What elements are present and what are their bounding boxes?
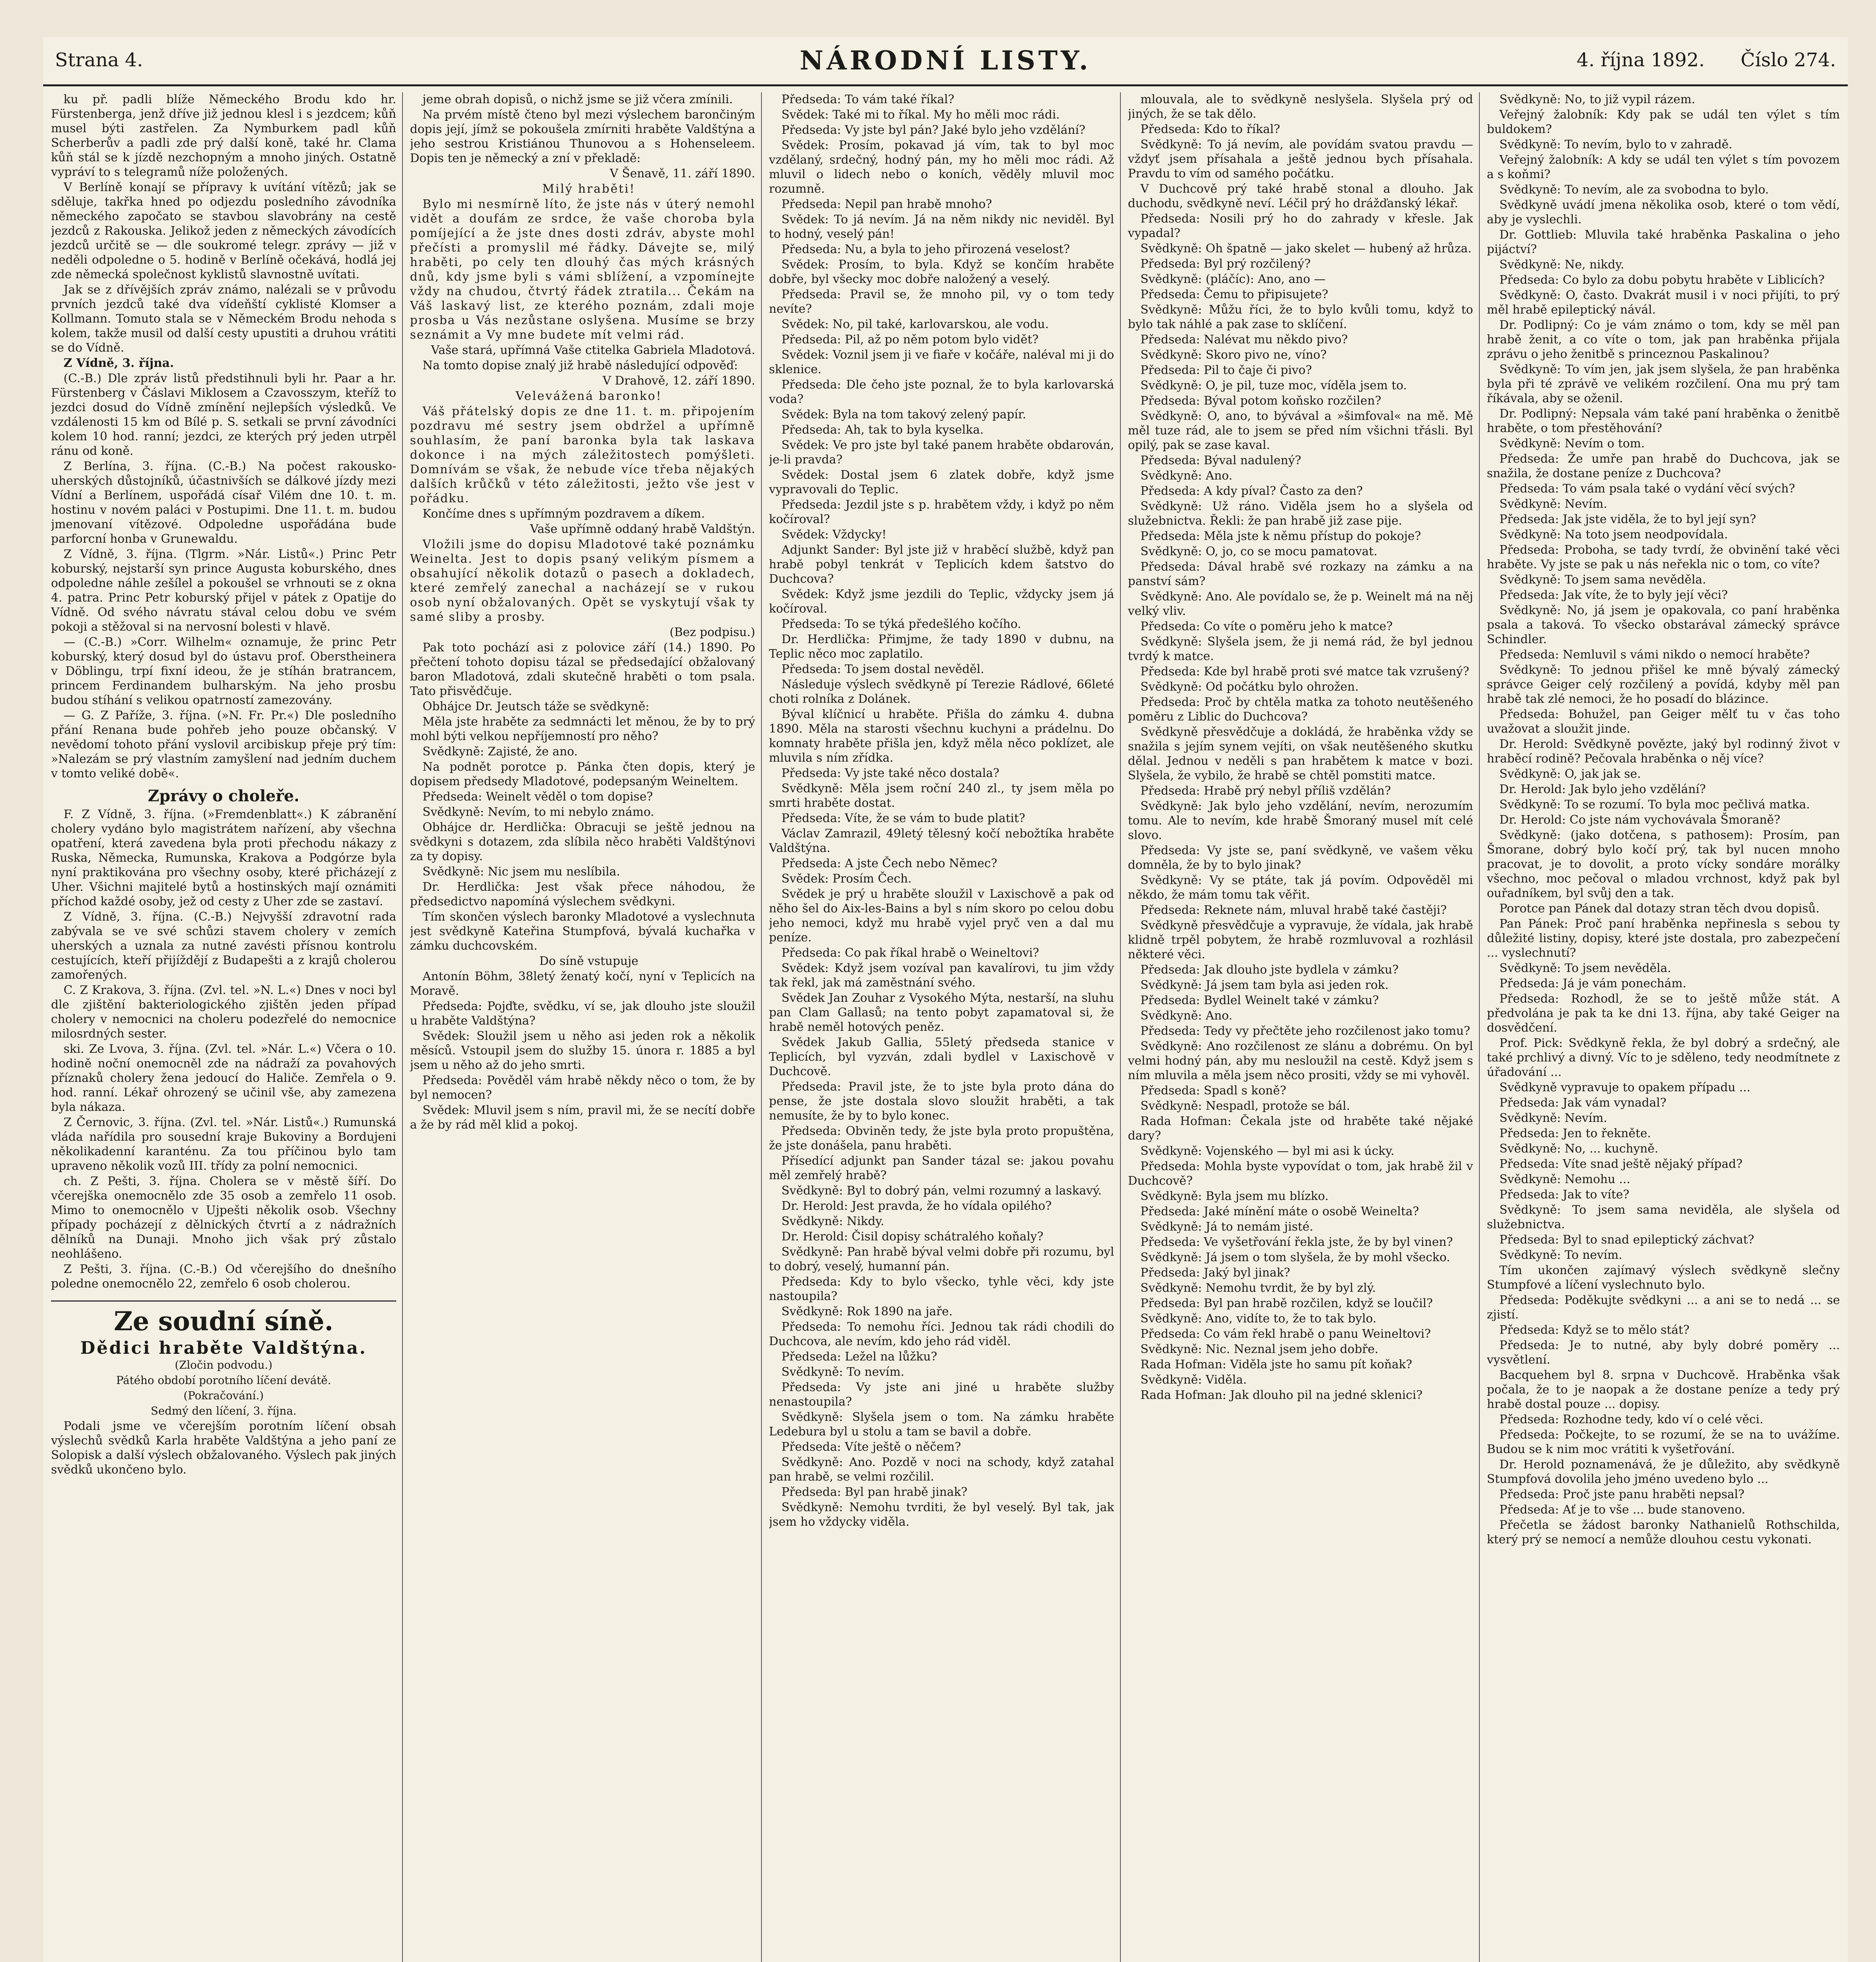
paragraph: Býval klíčnicí u hraběte. Přišla do zámku 4. dubna 1890. Měla na starosti všechnu kuchyni a prádelnu. Do komnaty hraběte přišla jen, když měla něco poklízet, ale mluvila s ním zřídka.: [769, 707, 1114, 765]
paragraph: Svědek: Vždycky!: [781, 528, 887, 542]
paragraph: Svědkyně: Nevím.: [1499, 1111, 1607, 1125]
column-2: [410, 92, 755, 1962]
paragraph: Dr. Herold: Jak bylo jeho vzdělání?: [1499, 782, 1706, 796]
paragraph: Z Berlína, 3. října. (C.-B.) Na počest rakousko-uherských důstojníků, účastnivších se dálkové jízdy mezi Vídní a Berlínem, uspořádá císař Vilém dne 10. t. m. hostinu v novém paláci v Postupimi. Dne 11. t. m. budou jmenovaní vítězové. Odpoledne uspořádána bude parforcní honba v Grunewaldu.: [51, 460, 396, 546]
paragraph: Předseda: To vám psala také o vydání věcí svých?: [1499, 482, 1795, 496]
paragraph: Svědkyně: To jsem nevěděla.: [1499, 961, 1671, 975]
paragraph: Dr. Herold poznamenává, že je důležito, aby svědkyně Stumpfová dovolila jeho jméno uvedeno bylo ...: [1487, 1458, 1840, 1486]
paragraph: Svědkyně: Vojenského — byl mi asi k úcky.: [1140, 1144, 1395, 1158]
paragraph: Svědkyně: Já to nemám jisté.: [1140, 1220, 1313, 1234]
paragraph: Předseda: Proč jste panu hraběti nepsal?: [1499, 1488, 1745, 1501]
paragraph: Předseda: Rozhodne tedy, kdo ví o celé věci.: [1499, 1413, 1763, 1426]
paragraph: Předseda: Vy jste se, paní svědkyně, ve vašem věku domněla, že by to bylo jinak?: [1128, 844, 1473, 872]
letter-dateline: V Šenavě, 11. září 1890.: [610, 167, 755, 181]
paragraph: Předseda: Jak dlouho jste bydlela v zámku?: [1140, 963, 1399, 977]
paragraph: Předseda: Poděkujte svědkyni ... a ani se to nedá ... se zjistí.: [1487, 1293, 1840, 1322]
paragraph: Tím skončen výslech baronky Mladotové a vyslechnuta jest svědkyně Kateřina Stumpfová, bývalá kuchařka v zámku duchcovském.: [410, 910, 755, 953]
paragraph: Svědkyně: Nic jsem mu neslíbila.: [423, 865, 620, 879]
letter-dateline: V Drahově, 12. září 1890.: [603, 374, 755, 388]
paragraph: Svědkyně: Nikdy.: [781, 1214, 885, 1228]
letter-body: Končíme dnes s upřímným pozdravem a díkem.: [423, 507, 705, 521]
paragraph: Předseda: Vy jste byl pán? Jaké bylo jeho vzdělání?: [781, 123, 1086, 137]
paragraph: Svědkyně: Už ráno. Viděla jsem ho a slyšela od služebnictva. Řekli: že pan hrabě již zase pije.: [1128, 500, 1473, 528]
subtitle: Pátého období porotního líčení devátě.: [116, 1374, 331, 1387]
paragraph: — G. Z Paříže, 3. října. (»N. Fr. Pr.«) Dle posledního přání Renana bude pohřeb jeho pouze občanský. V nevědomí tohoto přání vyslovil arcibiskup přeje prý tím: »Nalezám se prý vlastním zamyšlení nad jedním duchem v tomto veliké době«.: [51, 709, 396, 780]
paragraph: Svědkyně: Byla jsem mu blízko.: [1140, 1189, 1329, 1203]
paragraph: Adjunkt Sander: Byl jste již v hraběcí službě, když pan hrabě pobyl tenkrát v Teplicích kdem šatstvo do Duchcova?: [769, 543, 1114, 586]
paragraph: Předseda: To jsem dostal nevěděl.: [781, 662, 984, 676]
paragraph: Svědkyně: O, často. Dvakrát musil i v noci přijíti, to prý měl hrabě epileptický návál.: [1487, 288, 1840, 317]
paragraph: Předseda: To vám také říkal?: [781, 93, 954, 106]
paragraph: Předseda: Čemu to připisujete?: [1140, 288, 1328, 301]
paragraph: Jak se z dřívějších zpráv známo, nalézali se v průvodu prvních jezdců také dva vídeňští cyklisté Klomser a Kollmann. Tomuto stala se v Německém Brodu nehoda s kolem, takže musil od další cesty upustiti a druhou vrátiti se do Vídně.: [51, 283, 396, 355]
paragraph: Svědkyně: Slyšela jsem o tom. Na zámku hraběte Ledebura byl u stolu a tam se bavil a dobře.: [769, 1410, 1114, 1439]
paragraph: Předseda: Proboha, se tady tvrdí, že obvinění také věci hraběte. Vy jste se pak u nás neřekla nic o tom, co víte?: [1487, 543, 1840, 571]
paragraph: Svědkyně: Ano, vidíte to, že to tak bylo.: [1140, 1312, 1377, 1326]
paragraph: Předseda: Jen to řekněte.: [1499, 1127, 1651, 1140]
paragraph: Předseda: Bohužel, pan Geiger mělť tu v čas toho uvažovat a sloužit jinde.: [1487, 707, 1840, 736]
paragraph: Předseda: Ležel na lůžku?: [781, 1350, 937, 1364]
paragraph: Svědek Jan Zouhar z Vysokého Mýta, nestarší, na sluhu pan Clam Gallasů; na tento pobyt zapamatoval si, že hrabě neměl hotových peněz.: [769, 991, 1114, 1034]
paragraph: Předseda: Nosili prý ho do zahrady v křesle. Jak vypadal?: [1128, 212, 1473, 240]
paragraph: Na tomto dopise znalý již hrabě následující odpověď:: [423, 359, 738, 372]
paragraph: Svědkyně: To jednou přišel ke mně bývalý zámecký správce Geiger celý rozčilený a povídá, kdyby měl pan hrabě tak zlé nemoci, že ho posadí do blázince.: [1487, 663, 1840, 706]
paragraph: Dr. Herdlička: Jest však přece náhodou, že předsedictvo napomíná výslechem svědkyni.: [410, 880, 755, 908]
paragraph: C. Z Krakova, 3. října. (Zvl. tel. »N. L.«) Dnes v noci byl dle zjištění bakteriologického zjištěn jeden případ cholery v nemocnici na choleru podezřelé do nemocnice milosrdných sester.: [51, 983, 396, 1041]
paragraph: Veřejný žalobník: A kdy se udál ten výlet s tím povozem a s koňmi?: [1487, 153, 1840, 181]
paragraph: Předseda: Co pak říkal hrabě o Weineltovi?: [781, 946, 1039, 960]
issue-date: 4. října 1892.: [1576, 49, 1705, 71]
paragraph: Svědkyně: Nevím, to mi nebylo známo.: [423, 805, 654, 819]
paragraph: Bacquehem byl 8. srpna v Duchcově. Hraběnka však počala, že to je naopak a že dostane peníze a tedy prý hrabě dostal pouze ... dopisy.: [1487, 1368, 1840, 1411]
paragraph: Rada Hofman: Čekala jste od hraběte také nějaké dary?: [1128, 1114, 1473, 1143]
paragraph: Svědkyně: O, je pil, tuze moc, víděla jsem to.: [1140, 379, 1407, 392]
paragraph: Svědek: Když jsme jezdili do Teplic, vždycky jsem já kočíroval.: [769, 587, 1114, 616]
paragraph: Porotce pan Pánek dal dotazy stran těch dvou dopisů.: [1499, 902, 1820, 915]
paragraph: Předseda: Pil to čaje či pivo?: [1140, 363, 1312, 377]
paragraph: Svědek: Prosím Čech.: [781, 872, 912, 886]
paragraph: Svědkyně: Vy se ptáte, tak já povím. Odpověděl mi někdo, že mám tomu tak věřit.: [1128, 873, 1473, 902]
paragraph: Dr. Herold: Jest pravda, že ho vídala opilého?: [781, 1199, 1052, 1213]
paragraph: Svědkyně: Od počátku bylo ohrožen.: [1140, 680, 1359, 694]
paragraph: Do síně vstupuje: [539, 954, 639, 968]
paragraph: Předseda: Co víte o poměru jeho k matce?: [1140, 620, 1393, 633]
paragraph: Předseda: Mohla byste vypovídat o tom, jak hrabě žil v Duchcově?: [1128, 1160, 1473, 1188]
paragraph: Z Černovic, 3. října. (Zvl. tel. »Nár. Listů«.) Rumunská vláda nařídila pro sousední kraje Bukoviny a Bordujeni několikadenní karanténu. Za tou příčinou bylo tam upraveno několik vozů III. třídy za polní nemocnici.: [51, 1116, 396, 1173]
paragraph: Předseda: Jak to víte?: [1499, 1188, 1630, 1202]
letter-salutation: Milý hraběti!: [542, 182, 636, 196]
paragraph: Předseda: Pověděl vám hrabě někdy něco o tom, že by byl nemocen?: [410, 1074, 755, 1102]
paragraph: Svědek: Voznil jsem ji ve fiaře v kočáře, naléval mi ji do sklenice.: [769, 348, 1114, 376]
paragraph: Přísedící adjunkt pan Sander tázal se: jakou povahu měl zemřelý hrabě?: [769, 1154, 1114, 1182]
paragraph: Svědkyně: Skoro pivo ne, víno?: [1140, 348, 1327, 362]
paragraph: Svědkyně uvádí jmena několika osob, které o tom vědí, aby je vyslechli.: [1487, 198, 1840, 226]
paragraph: Svědkyně vypravuje to opakem případu ...: [1499, 1081, 1751, 1094]
paragraph: Předseda: Je to nutné, aby byly dobré poměry ... vysvětlení.: [1487, 1338, 1840, 1367]
paragraph: Z Pešti, 3. října. (C.-B.) Od včerejšího do dnešního poledne onemocnělo 22, zemřelo 6 osob cholerou.: [51, 1262, 396, 1291]
paragraph: Svědkyně: O, jo, co se mocu pamatovat.: [1140, 545, 1377, 558]
paragraph: Svědkyně: Byl to dobrý pán, velmi rozumný a laskavý.: [781, 1184, 1102, 1198]
paragraph: — (C.-B.) »Corr. Wilhelm« oznamuje, že princ Petr koburský, který dosud byl do ústavu prof. Oberstheinera v Döblingu, trpí fixní ideou, že je stíhán bratrancem, princem Ferdinandem bulharským. Na jeho prosbu budou stíhání s velikou opatrností zamezovány.: [51, 635, 396, 707]
paragraph: Svědkyně: Pan hrabě býval velmi dobře při rozumu, byl to dobrý, veselý, humanní pán.: [769, 1245, 1114, 1273]
paragraph: Předseda: Pravil se, že mnoho pil, vy o tom tedy nevíte?: [769, 288, 1114, 316]
paragraph: Dr. Herold: Co jste nám vychovávala Šmoraně?: [1499, 813, 1780, 827]
paragraph: Svědkyně: Měla jsem roční 240 zl., ty jsem měla po smrti hraběte dostat.: [769, 782, 1114, 810]
paragraph: Předseda: Dle čeho jste poznal, že to byla karlovarská voda?: [769, 378, 1114, 406]
paragraph: Dr. Gottlieb: Mluvila také hraběnka Paskalina o jeho pijáctví?: [1487, 228, 1840, 256]
paragraph: Předseda: Měla jste k němu přístup do pokoje?: [1140, 529, 1421, 543]
paragraph: V Duchcově prý také hrabě stonal a dlouho. Jak duchodu, svědkyně neví. Léčil prý ho drážďanský lékař.: [1128, 182, 1473, 210]
paragraph: Předseda: Víte, že se vám to bude platit?: [781, 811, 1025, 825]
paragraph: Svědek: Sloužil jsem u něho asi jeden rok a několik měsíců. Vstoupil jsem do služby 15. února r. 1885 a byl jsem u něho až do jeho smrti.: [410, 1029, 755, 1072]
date-and-issue: [1577, 49, 1836, 71]
paragraph: F. Z Vídně, 3. října. (»Fremdenblatt«.) K zábranění cholery vydáno bylo magistrátem nařízení, aby všechna opatření, která zavedena byla proti přechodu nákazy z Ruska, Německa, Rumunska, Krakova a Podgórze byla nyní praktikována pro všechny osoby, které přicházejí z Uher. Všichni majitelé bytů a hostinských mají oznámiti příchod každé osoby, jež od cesty z Uher zde se zastaví.: [51, 808, 396, 908]
paragraph: Přečetla se žádost baronky Nathanielů Rothschilda, který prý se nemocí a nemůže dlouhou cestu vykonati.: [1487, 1518, 1840, 1546]
paragraph: Svědkyně: O, jak jak se.: [1499, 767, 1641, 781]
paragraph: Předseda: Jak vám vynadal?: [1499, 1096, 1667, 1110]
paragraph: Předseda: Jaké mínění máte o osobě Weinelta?: [1140, 1205, 1419, 1218]
paragraph: Předseda: Jak jste viděla, že to byl její syn?: [1499, 512, 1756, 526]
paragraph: Svědek: Také mi to říkal. My ho měli moc rádi.: [781, 108, 1060, 122]
paragraph: Předseda: A kdy píval? Často za den?: [1140, 484, 1363, 498]
paragraph: Předseda: Nalévat mu někdo pivo?: [1140, 333, 1348, 346]
paragraph: Předseda: Hrabě prý nebyl příliš vzdělán?: [1140, 784, 1391, 798]
paragraph: Předseda: Byl prý rozčilený?: [1140, 257, 1311, 271]
letter-signature: Vaše stará, upřímná Vaše ctitelka Gabriela Mladotová.: [431, 343, 755, 357]
paragraph: Svědkyně: Oh špatně — jako skelet — hubený až hrůza.: [1140, 242, 1472, 255]
paragraph: Předseda: Ah, tak to byla kyselka.: [781, 423, 984, 437]
paragraph: Svědkyně: To nevím.: [781, 1365, 905, 1379]
paragraph: Předseda: Víte snad ještě nějaký případ?: [1499, 1157, 1743, 1171]
letter-body: Vložili jsme do dopisu Mladotové také poznámku Weinelta. Jest to dopis psaný velikým písmem a obsahující několik dotazů o pasech a dokladech, které zemřelý zanechal a nacházejí se v rukou osob nyní obžalovaných. Opět se vyskytují však ty samé sliby a prosby.: [410, 538, 755, 624]
paragraph: Prof. Pick: Svědkyně řekla, že byl dobrý a srdečný, ale také prchlivý a divný. Víc to je sděleno, tedy neodmítnete z úřadování ...: [1487, 1036, 1840, 1079]
paragraph: Předseda: Vy jste také něco dostala?: [781, 766, 1000, 780]
paragraph: Svědkyně: To se rozumí. To byla moc pečlivá matka.: [1499, 798, 1810, 811]
paragraph: Svědkyně: (jako dotčena, s pathosem): Prosím, pan Šmorane, dobrý bylo kočí prý, tak byl nucen mnoho pracovat, je to dovolit, a proto vícky sondáre morálky všechno, moc pečoval o mladou vrchnost, když pak byl ouřadníkem, byl svůj den a tak.: [1487, 828, 1840, 900]
paragraph: Svědkyně: To nevím, bylo to v zahradě.: [1499, 138, 1732, 151]
paragraph: Předseda: Reknete nám, mluval hrabě také častěji?: [1140, 903, 1447, 917]
paragraph: Předseda: Spadl s koně?: [1140, 1084, 1286, 1098]
column-divider: [1120, 92, 1121, 1962]
paragraph: Svědkyně přesvědčuje a vypravuje, že vídala, jak hrabě klidně trpěl pobytem, že hrabě rozmluvoval a rozhlásil některé věci.: [1128, 919, 1473, 961]
paragraph: Na prvém místě čteno byl mezi výslechem barončiným dopis její, jímž se pokoušela zmírniti hraběte Valdštýna a jeho sestrou Kristiánou Thunovou a s Hohenseleem. Dopis ten je německý a zní v překladě:: [410, 108, 755, 165]
subtitle: (Pokračování.): [183, 1389, 264, 1402]
paragraph: Svědkyně: Nemohu tvrditi, že byl veselý. Byl tak, jak jsem ho vždycky viděla.: [769, 1501, 1114, 1529]
paragraph: jeme obrah dopisů, o nichž jsme se již včera zmínili.: [423, 93, 733, 106]
paragraph: Svědkyně: Nevím o tom.: [1499, 437, 1645, 450]
paragraph: Předseda: Nepil pan hrabě mnoho?: [781, 197, 992, 211]
section-heading-cholera: Zprávy o choleře.: [148, 787, 300, 805]
paragraph: Svědkyně: Viděla.: [1140, 1373, 1247, 1387]
paragraph: Předseda: Weinelt věděl o tom dopise?: [423, 790, 653, 804]
paragraph: Svědkyně: To jsem sama nevěděla.: [1499, 573, 1706, 587]
paragraph: Svědek: Prosím, to byla. Když se končím hraběte dobře, byl všecky moc dobře naložený a veselý.: [769, 258, 1114, 286]
paragraph: Svědkyně: Nevím.: [1499, 497, 1607, 511]
paragraph: Předseda: Býval nadulený?: [1140, 454, 1301, 467]
paragraph: Veřejný žalobník: Kdy pak se udál ten výlet s tím buldokem?: [1487, 108, 1840, 136]
page-number: Strana 4.: [55, 49, 143, 71]
paragraph: Svědek: No, pil také, karlovarskou, ale vodu.: [781, 317, 1049, 331]
column-1: [51, 92, 396, 1962]
paragraph: Pan Pánek: Proč paní hraběnka nepřinesla s sebou ty důležité listiny, dopisy, které jste dostala, pro zabezpečení ... vyslechnutí?: [1487, 917, 1840, 960]
paragraph: Svědkyně: Nemohu tvrdit, že by byl zlý.: [1140, 1281, 1376, 1295]
paragraph: Předseda: Jak víte, že to byly její věci?: [1499, 588, 1728, 602]
paragraph: Předseda: Dával hrabě své rozkazy na zámku a na panství sám?: [1128, 560, 1473, 588]
paragraph: Předseda: Jaký byl jinak?: [1140, 1266, 1290, 1280]
column-4: [1128, 92, 1473, 1962]
paragraph: Svědkyně přesvědčuje a dokládá, že hraběnka vždy se snažila s jejím synem vejíti, on však neutěšeného skutku dělal. Jednou v neděli s pan hrabětem k matce v bozi. Slyšela, že vybilo, že hrabě se chtěl pomstiti matce.: [1128, 725, 1473, 782]
paragraph: Předseda: Já je vám ponechám.: [1499, 977, 1687, 990]
masthead: [43, 37, 1848, 86]
paragraph: V Berlíně konají se přípravy k uvítání vítězů; jak se sděluje, takřka hned po odjezdu posledního závodníka německého započato se stavbou slavobrány na cestě jezdců z Rakouska. Jelikož jeden z německých závodících jezdců určitě se — dle soukromé telegr. zprávy — již v neděli odpoledne o 5. hodině v Berlíně očekává, hodlá jej zde německá společnost kyklistů slavnostně uvítati.: [51, 181, 396, 281]
paragraph: Svědkyně: Ne, nikdy.: [1499, 258, 1625, 272]
paragraph: Předseda: Že umře pan hrabě do Duchcova, jak se snažila, že dostane peníze z Duchcova?: [1487, 452, 1840, 480]
paragraph: Předseda: Ať je to vše ... bude stanoveno.: [1499, 1503, 1745, 1517]
paragraph: Předseda: Víte ještě o něčem?: [781, 1440, 961, 1454]
paragraph: Rada Hofman: Viděla jste ho samu pít koňak?: [1140, 1358, 1412, 1371]
paragraph: Svědek je prý u hraběte sloužil v Laxischově a pak od něho šel do Aix-les-Bains a byl s ním skoro po celou dobu jeho nemoci, když mu hrabě vyjel pryč ven a dal mu peníze.: [769, 887, 1114, 945]
paragraph: Svědkyně: No, já jsem je opakovala, co paní hraběnka psala a taková. To všecko obstarával zámecký správce Schindler.: [1487, 604, 1840, 646]
paragraph: Dr. Herdlička: Přimjme, že tady 1890 v dubnu, na Teplic něco moc zaplatilo.: [769, 633, 1114, 661]
paragraph: Svědek: Když jsem vozíval pan kavalírovi, tu jim vždy tak řekl, jak má zaměstnání svého.: [769, 961, 1114, 990]
paragraph: Předseda: Co vám řekl hrabě o panu Weineltovi?: [1140, 1327, 1431, 1341]
paragraph: Z Vídně, 3. října. (C.-B.) Nejvyšší zdravotní rada zabývala se ve své schůzi stavem cholery v zemích uherských a uznala za nutné zavésti přísnou kontrolu cestujících, kteří přijíždějí z Budapešti a z krajů cholerou zamořených.: [51, 910, 396, 982]
paragraph: Svědkyně: Ano. Pozdě v noci na schody, když zatahal pan hrabě, se velmi rozčilil.: [769, 1455, 1114, 1484]
paragraph: mlouvala, ale to svědkyně neslyšela. Slyšela prý od jiných, že se tak dělo.: [1128, 93, 1473, 121]
paragraph: Předseda: Tedy vy přečtěte jeho rozčilenost jako tomu?: [1140, 1024, 1470, 1038]
paragraph: Svědkyně: To vím jen, jak jsem slyšela, že pan hraběnka byla při té zprávě ve velikém rozčilení. Ona mu prý tam říkávala, aby se oženil.: [1487, 363, 1840, 405]
letter-body: Bylo mi nesmírně líto, že jste nás v úterý nemohl vidět a doufám ze srdce, že vaše choroba byla pomíjející a že jste dnes dosti zdráv, abyste mohl přečísti a promyslil mé řádky. Dávejte se, milý hraběti, po cely ten dlouhý čas mých krásných dnů, kdy jsme byli s vámi sblížení, a vzpomínejte vždy na chudou, čtvrtý řádek ztratila... Čekám na Váš laskavý list, ze kterého poznám, zdali moje prosba u Vás nezůstane oslyšena. Musíme se brzy seznámit a Vy mne budete mít velmi rád.: [410, 197, 755, 342]
paragraph: Předseda: Pravil jste, že to jste byla proto dána do pense, že jste dostala slovo sloužit hraběti, a tak nemusíte, že by to bylo konec.: [769, 1080, 1114, 1123]
paragraph: ski. Ze Lvova, 3. října. (Zvl. tel. »Nár. L.«) Včera o 10. hodině noční onemocněl zde na nádraží za povahových příznaků cholery žena jedoucí do Haliče. Zemřela o 9. hod. ranní. Lékař ohrozený se učinil vše, aby zamezena byla nákaza.: [51, 1042, 396, 1114]
paragraph: Antonín Böhm, 38letý ženatý kočí, nyní v Teplicích na Moravě.: [410, 970, 755, 998]
column-divider: [761, 92, 762, 1962]
paragraph: Svědkyně: To nevím, ale za svobodna to bylo.: [1499, 183, 1769, 197]
paragraph: Z Vídně, 3. října. (Tlgrm. »Nár. Listů«.) Princ Petr koburský, nejstarší syn prince Augusta koburského, dnes odpoledne náhle zešílel a pokoušel se vrhnouti se z okna 4. patra. Princ Petr koburský přijel v pátek z Opatije do Vídně. Od svého návratu stával celou dobu ve svém pokoji a stěžoval si na nervosní bolesti v hlavě.: [51, 547, 396, 634]
paragraph: Předseda: Byl to snad epileptický záchvat?: [1499, 1233, 1754, 1247]
paragraph: Předseda: Obviněn tedy, že jste byla proto propuštěna, že jste donášela, panu hraběti.: [769, 1124, 1114, 1152]
paragraph: Dr. Podlipný: Nepsala vám také paní hraběnka o ženitbě hraběte, o tom přestěhování?: [1487, 407, 1840, 435]
paragraph: Svědkyně: Ano rozčilenost ze slánu a dobrému. On byl velmi hodný pán, aby mu nesloužil na cestě. Když jsem s ním mluvila a měla jsem něco prositi, vždy se mi vyhověl.: [1128, 1039, 1473, 1082]
paragraph: Předseda: Kde byl hrabě proti své matce tak vzrušený?: [1140, 665, 1470, 678]
paragraph: Svědek: Byla na tom takový zelený papír.: [781, 408, 1026, 421]
paragraph: Předseda: Když se to mělo stát?: [1499, 1323, 1690, 1337]
paragraph: Svědek: Ve pro jste byl také panem hraběte obdarován, je-li pravda?: [769, 438, 1114, 467]
paragraph: Svědkyně: Slyšela jsem, že ji nemá rád, že byl jednou tvrdý k matce.: [1128, 635, 1473, 663]
paragraph: Předseda: Jezdil jste s p. hrabětem vždy, i když po něm kočíroval?: [769, 498, 1114, 526]
dateline: Z Vídně, 3. října.: [64, 356, 174, 370]
paragraph: Svědkyně: Ano. Ale povídalo se, že p. Weinelt má na něj velký vliv.: [1128, 590, 1473, 618]
paragraph: Dr. Podlipný: Co je vám známo o tom, kdy se měl pan hrabě ženit, a co víte o tom, jak pan hraběnka přijala zprávu o jeho ženitbě s princeznou Paskalinou?: [1487, 318, 1840, 361]
paragraph: ch. Z Pešti, 3. října. Cholera se v městě šíří. Do včerejška onemocnělo zde 35 osob a zemřelo 11 osob. Mimo to onemocnělo v Ujpešti několik osob. Všechny případy pocházejí z dělnických čtvrtí a z nádražních dělníků na Dunaji. Mnoho jich však prý zůstalo neohlášeno.: [51, 1174, 396, 1261]
paragraph: Následuje výslech svědkyně pí Terezie Rádlové, 66leté choti rolníka z Dolánek.: [769, 678, 1114, 706]
paragraph: Rada Hofman: Jak dlouho pil na jedné sklenici?: [1140, 1388, 1423, 1402]
article-title: Dědici hraběte Valdštýna.: [80, 1338, 367, 1358]
paragraph: (C.-B.) Dle zpráv listů předstihnuli byli hr. Paar a hr. Fürstenberg v Čáslavi Miklosem a Czavosszym, kteříž to jezdci dosud do Vídně zmínění nejlepších výsledků. Ve vzdálenosti 15 km od Bílé p. S. setkali se první závodníci kolem 10 hod. ranní; jezdci, ze kterých prý jeden utrpěl ránu od koně.: [51, 372, 396, 458]
letter-salutation: Velevážená baronko!: [515, 389, 662, 403]
paragraph: Svědkyně: Já jsem o tom slyšela, že by mohl všecko.: [1140, 1251, 1450, 1264]
paragraph: Předseda: Bydlel Weinelt také v zámku?: [1140, 994, 1379, 1007]
column-3: [769, 92, 1114, 1962]
column-5: [1487, 92, 1840, 1962]
paragraph: Předseda: Pojďte, svědku, ví se, jak dlouho jste sloužil u hraběte Valdštýna?: [410, 999, 755, 1028]
paragraph: Svědkyně: Ano.: [1140, 469, 1233, 483]
newspaper-page: [43, 37, 1848, 1962]
issue-number: Číslo 274.: [1740, 49, 1836, 71]
paragraph: Předseda: Vy jste ani jiné u hraběte služby nenastoupila?: [769, 1380, 1114, 1409]
paragraph: Svědkyně: Ano.: [1140, 1009, 1233, 1023]
paragraph: Svědkyně: Můžu říci, že to bylo kvůli tomu, když to bylo tak náhlé a pak zase to sklíčení.: [1128, 303, 1473, 331]
paragraph: Předseda: Býval potom koňsko rozčilen?: [1140, 394, 1381, 408]
paragraph: Svědkyně: O, ano, to bývával a »šimfoval« na mě. Mě měl tuze rád, ale to jsem se před ním všichni třásli. Byl opilý, pak se zase kaval.: [1128, 409, 1473, 452]
paragraph: Svědek: To já nevím. Já na něm nikdy nic neviděl. Byl to hodný, veselý pán!: [769, 213, 1114, 241]
paragraph: Svědkyně: Na toto jsem neodpovídala.: [1499, 528, 1728, 542]
paragraph: Obhájce Dr. Jeutsch táže se svědkyně:: [423, 700, 650, 713]
paragraph: Předseda: Počkejte, to se rozumí, že se na to uvážíme. Budou se k nim moc vrátiti k vyšetřování.: [1487, 1428, 1840, 1456]
paragraph: Předseda: Kdo to říkal?: [1140, 122, 1280, 136]
subtitle: (Zločin podvodu.): [175, 1358, 273, 1371]
paragraph: Předseda: Byl pan hrabě jinak?: [781, 1485, 967, 1499]
paragraph: Svědkyně: Já jsem tam byla asi jeden rok.: [1140, 978, 1389, 992]
paragraph: Svědkyně: Nespadl, protože se bál.: [1140, 1099, 1350, 1113]
paragraph: Předseda: Pil, až po něm potom bylo vidět?: [781, 333, 1039, 346]
paragraph: Svědkyně: Rok 1890 na jaře.: [781, 1305, 953, 1318]
paragraph: Svědkyně: Nemohu ...: [1499, 1172, 1630, 1186]
paragraph: Svědkyně: Nic. Neznal jsem jeho dobře.: [1140, 1342, 1379, 1356]
paragraph: Podali jsme ve včerejším porotním líčení obsah výslechů svědků Karla hraběte Valdštýna a jeho paní ze Solopisk a další výslech obžalovaného. Výslech pak jiných svědků ukončeno bylo.: [51, 1419, 396, 1477]
paragraph: Předseda: Ve vyšetřování řekla jste, že by byl vinen?: [1140, 1235, 1453, 1249]
paragraph: Svědkyně: To nevím.: [1499, 1248, 1623, 1262]
paragraph: Svědkyně: To jsem sama neviděla, ale slyšela od služebnictva.: [1487, 1203, 1840, 1231]
paragraph: Tím ukončen zajímavý výslech svědkyně slečny Stumpfové a líčení vyslechnuto bylo.: [1487, 1264, 1840, 1292]
paragraph: Svědek Jakub Gallia, 55letý předseda stanice v Teplicích, byl vyzván, zdali bydlel v Laxischově v Duchcově.: [769, 1036, 1114, 1078]
paragraph: Předseda: Proč by chtěla matka za tohoto neutěšeného poměru z Liblic do Duchcova?: [1128, 695, 1473, 724]
paragraph: Předseda: Nu, a byla to jeho přirozená veselost?: [781, 243, 1070, 256]
section-heading-court: Ze soudní síně.: [51, 1300, 396, 1337]
paragraph: Svědkyně: No, to již vypil rázem.: [1499, 93, 1696, 106]
letter-signature: Vaše upřímně oddaný hrabě Valdštýn.: [530, 522, 755, 536]
paragraph: Předseda: To se týká předešlého kočího.: [781, 617, 1021, 631]
paragraph: Obhájce dr. Herdlička: Obracuji se ještě jednou na svědkyni s dotazem, zda slíbila něco hraběti Valdštýnovi za ty dopisy.: [410, 821, 755, 863]
paragraph: Svědkyně: (pláčíc): Ano, ano —: [1140, 272, 1326, 286]
paragraph: Svědek: Mluvil jsem s ním, pravil mi, že se necítí dobře a že by rád měl klid a pokoj.: [410, 1103, 755, 1132]
paragraph: Svědkyně: No, ... kuchyně.: [1499, 1142, 1659, 1156]
newspaper-title: NÁRODNÍ LISTY.: [800, 45, 1091, 76]
paragraph: ku př. padli blíže Německého Brodu kdo hr. Fürstenberga, jenž dříve již jednou klesl i s jezdcem; kůň musel býti zastřelen. Za Nymburkem padl kůň Scherberův a padli zde prý další koně, také hr. Clama kůň stál se k jízdě nezchopným a mnoho jiných. Ostatně vypráví to s telegramů níže položených.: [51, 93, 396, 179]
letter-body: Váš přátelský dopis ze dne 11. t. m. připojením pozdravu mé sestry jsem obdržel a upřímně souhlasím, že paní baronka byla tak laskava dokonce i na mých záležitostech pomýšleti. Domnívám se však, že nebude více třeba nějakých dalších krůčků v této záležitosti, ježto vše jest v pořádku.: [410, 405, 755, 505]
paragraph: Měla jste hraběte za sedmnácti let měnou, že by to prý mohl býti velkou nepříjemností pro něho?: [410, 715, 755, 743]
column-divider: [1479, 92, 1480, 1962]
subtitle: Sedmý den líčení, 3. října.: [151, 1404, 297, 1417]
paragraph: Předseda: A jste Čech nebo Němec?: [781, 857, 997, 870]
paragraph: Svědek: Dostal jsem 6 zlatek dobře, když jsme vypravovali do Teplic.: [769, 468, 1114, 496]
paragraph: Předseda: Byl pan hrabě rozčilen, když se loučil?: [1140, 1296, 1433, 1310]
paragraph: Václav Zamrazil, 49letý tělesný kočí nebožtíka hraběte Valdštýna.: [769, 827, 1114, 855]
paragraph: Předseda: Nemluvil s vámi nikdo o nemocí hraběte?: [1499, 648, 1810, 662]
paragraph: Pak toto pochází asi z polovice září (14.) 1890. Po přečtení tohoto dopisu tázal se předsedající obžalovaný baron Mladotová, zdali skutečně hraběti o tom psala. Tato přisvědčuje.: [410, 641, 755, 698]
column-divider: [402, 92, 403, 1962]
paragraph: Na podnět porotce p. Pánka čten dopis, který je dopisem předsedy Mladotové, podepsaným Weineltem.: [410, 760, 755, 788]
paragraph: Předseda: Rozhodl, že se to ještě může stát. A předvolána je pak ta ke dni 13. října, aby také Geiger na dosvědčení.: [1487, 992, 1840, 1035]
paragraph: Svědkyně: Jak bylo jeho vzdělání, nevím, nerozumím tomu. Ale to nevím, kde hrabě Šmoraný musel mít celé slovo.: [1128, 799, 1473, 842]
paragraph: Předseda: Kdy to bylo všecko, tyhle věci, kdy jste nastoupila?: [769, 1275, 1114, 1303]
paragraph: Svědek: Prosím, pokavad já vím, tak to byl moc vzdělaný, srdečný, hodný pán, my ho měli moc rádi. Až mluvil o lidech nebo o koních, věděly mluvil moc rozumně.: [769, 139, 1114, 196]
paragraph: Svědkyně: To já nevím, ale povídám svatou pravdu — vždyť jsem přísahala a ještě jednou bych přísahala. Pravdu to vím od samého počátku.: [1128, 138, 1473, 181]
paragraph: Svědkyně: Zajisté, že ano.: [423, 745, 578, 759]
letter-signature: (Bez podpisu.): [669, 625, 755, 639]
paragraph: Dr. Herold: Čisil dopisy schátralého koňaly?: [781, 1230, 1044, 1244]
paragraph: Dr. Herold: Svědkyně povězte, jaký byl rodinný život v hraběcí rodině? Pečovala hraběnka o něj více?: [1487, 737, 1840, 766]
paragraph: Předseda: Co bylo za dobu pobytu hraběte v Liblicích?: [1499, 273, 1825, 287]
paragraph: Předseda: To nemohu říci. Jednou tak rádi chodili do Duchcova, ale nevím, kdo jeho rád viděl.: [769, 1320, 1114, 1348]
